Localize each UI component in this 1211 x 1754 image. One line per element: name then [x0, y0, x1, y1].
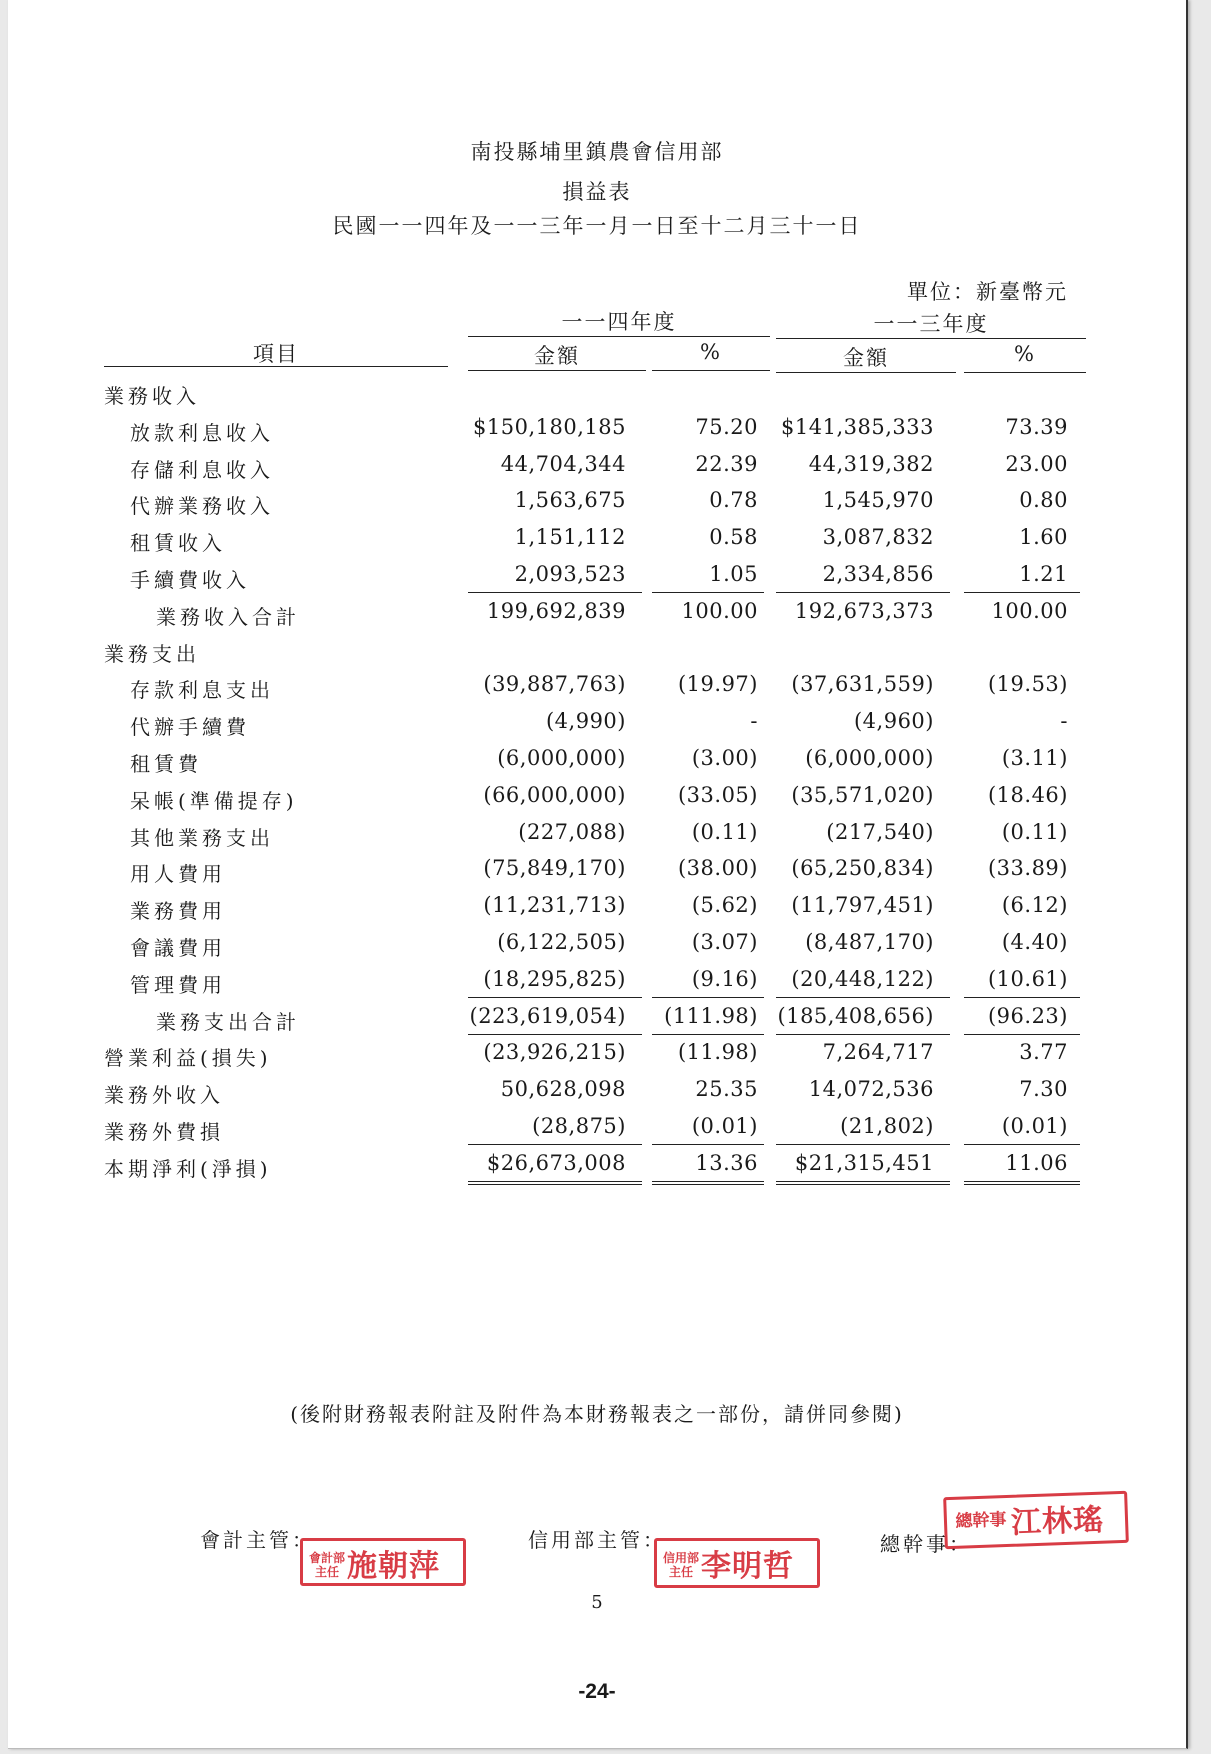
pct-header-114-rule [652, 370, 770, 371]
amount-cell-113: (6,000,000) [805, 746, 934, 770]
percent-cell-114: - [750, 709, 758, 733]
percent-cell-113: (96.23) [964, 1004, 1080, 1035]
percent-cell-114: (38.00) [677, 856, 758, 880]
amount-cell-114 [468, 378, 642, 408]
amount-cell-113: 2,334,856 [776, 562, 950, 593]
amount-cell-114: (6,122,505) [497, 930, 626, 954]
percent-cell-114: 13.36 [652, 1151, 764, 1185]
percent-cell-113: (4.40) [1001, 930, 1068, 954]
pct-header-114: % [700, 340, 722, 364]
row-label: 營業利益(損失) [104, 1046, 272, 1070]
amount-cell-113: 192,673,373 [794, 599, 934, 623]
percent-cell-113: 73.39 [1005, 415, 1068, 439]
amount-cell-113: (217,540) [826, 820, 934, 844]
amount-cell-114: 1,151,112 [514, 525, 626, 549]
percent-cell-114: (0.11) [691, 820, 758, 844]
row-label: 租賃費 [130, 752, 202, 776]
accounting-supervisor-label: 會計主管： [200, 1528, 315, 1552]
amount-cell-114: 199,692,839 [486, 599, 626, 623]
amount-cell-114: 50,628,098 [500, 1077, 626, 1101]
amount-cell-114: (11,231,713) [483, 893, 626, 917]
amount-cell-114: $26,673,008 [468, 1151, 642, 1185]
row-label: 代辦手續費 [130, 715, 250, 739]
percent-cell-114: (19.97) [677, 672, 758, 696]
amount-cell-114: (227,088) [518, 820, 626, 844]
footnote: (後附財務報表附註及附件為本財務報表之一部份，請併同參閱) [290, 1402, 904, 1426]
pct-header-113-rule [964, 372, 1086, 373]
percent-cell-114: (0.01) [652, 1114, 764, 1145]
percent-cell-113: 1.21 [964, 562, 1080, 593]
year-header-114: 一一四年度 [561, 310, 677, 334]
report-period: 民國一一四年及一一三年一月一日至十二月三十一日 [332, 214, 862, 238]
row-label: 業務外費損 [104, 1120, 224, 1144]
row-label: 手續費收入 [130, 568, 250, 592]
amount-cell-113: (20,448,122) [776, 967, 950, 998]
amount-header-114-rule [468, 370, 646, 371]
row-label: 用人費用 [130, 862, 226, 886]
percent-cell-114 [652, 636, 764, 666]
percent-cell-114 [652, 378, 764, 408]
amount-header-113-rule [776, 372, 956, 373]
amount-cell-114: (39,887,763) [483, 672, 626, 696]
amount-cell-114: 1,563,675 [514, 488, 626, 512]
row-label: 業務外收入 [104, 1083, 224, 1107]
percent-cell-113: (0.11) [1001, 820, 1068, 844]
amount-cell-114: (4,990) [545, 709, 626, 733]
percent-cell-113: (3.11) [1001, 746, 1068, 770]
row-label: 業務費用 [130, 899, 226, 923]
year-header-113: 一一三年度 [873, 312, 989, 336]
percent-cell-114: (111.98) [652, 1004, 764, 1035]
accounting-supervisor-stamp [300, 1538, 466, 1586]
amount-cell-114: 44,704,344 [500, 452, 626, 476]
general-manager-label: 總幹事： [880, 1532, 972, 1556]
percent-cell-114: 22.39 [695, 452, 758, 476]
accounting-stamp-name: 施朝萍 [347, 1549, 440, 1584]
amount-cell-113: 7,264,717 [822, 1040, 934, 1064]
amount-cell-114: (223,619,054) [468, 1004, 642, 1035]
percent-cell-114: 0.78 [709, 488, 758, 512]
report-title: 損益表 [562, 180, 632, 204]
percent-cell-113: (0.01) [964, 1114, 1080, 1145]
amount-cell-113: (35,571,020) [791, 783, 934, 807]
percent-cell-114: (33.05) [677, 783, 758, 807]
percent-cell-113: (19.53) [987, 672, 1068, 696]
row-label: 會議費用 [130, 936, 226, 960]
year-header-114-rule [468, 336, 770, 337]
organization-title: 南投縣埔里鎮農會信用部 [470, 140, 724, 164]
accounting-stamp-title: 會計部主任 [308, 1551, 345, 1579]
percent-cell-113: 23.00 [1005, 452, 1068, 476]
percent-cell-113 [964, 636, 1080, 666]
amount-cell-113: $141,385,333 [781, 415, 934, 439]
document-page [8, 0, 1188, 1749]
amount-header-114: 金額 [534, 344, 580, 368]
amount-cell-113: (37,631,559) [791, 672, 934, 696]
percent-cell-114: (3.07) [691, 930, 758, 954]
row-label: 業務支出合計 [156, 1010, 300, 1034]
percent-cell-114: 100.00 [681, 599, 758, 623]
percent-cell-113: 1.60 [1019, 525, 1068, 549]
amount-cell-113: (4,960) [853, 709, 934, 733]
pct-header-113: % [1014, 342, 1036, 366]
row-label: 業務收入合計 [156, 605, 300, 629]
amount-cell-114: (75,849,170) [483, 856, 626, 880]
amount-cell-113: (11,797,451) [791, 893, 934, 917]
folio-number: -24- [578, 1680, 616, 1703]
amount-cell-113: (185,408,656) [776, 1004, 950, 1035]
percent-cell-114: 25.35 [695, 1077, 758, 1101]
percent-cell-113: 100.00 [991, 599, 1068, 623]
general-stamp-title: 總幹事 [955, 1510, 1007, 1532]
percent-cell-113 [964, 378, 1080, 408]
percent-cell-113: (10.61) [964, 967, 1080, 998]
amount-cell-113: 14,072,536 [808, 1077, 934, 1101]
percent-cell-114: (11.98) [677, 1040, 758, 1064]
amount-cell-113: 1,545,970 [822, 488, 934, 512]
amount-cell-114: (28,875) [468, 1114, 642, 1145]
percent-cell-113: (18.46) [987, 783, 1068, 807]
amount-cell-113 [776, 378, 950, 408]
credit-supervisor-stamp [654, 1538, 820, 1588]
amount-cell-114: $150,180,185 [473, 415, 626, 439]
general-manager-stamp [943, 1491, 1129, 1549]
row-label: 業務收入 [104, 384, 200, 408]
row-label: 代辦業務收入 [130, 494, 274, 518]
amount-cell-113: 44,319,382 [808, 452, 934, 476]
item-column-rule [104, 366, 448, 367]
amount-header-113: 金額 [843, 346, 889, 370]
percent-cell-113: (33.89) [987, 856, 1068, 880]
page-number: 5 [591, 1592, 603, 1613]
row-label: 放款利息收入 [130, 421, 274, 445]
percent-cell-114: (5.62) [691, 893, 758, 917]
amount-cell-114: (18,295,825) [468, 967, 642, 998]
amount-cell-114: (66,000,000) [483, 783, 626, 807]
row-label: 管理費用 [130, 973, 226, 997]
amount-cell-113: (8,487,170) [805, 930, 934, 954]
percent-cell-113: 3.77 [1019, 1040, 1068, 1064]
amount-cell-114 [468, 636, 642, 666]
percent-cell-114: (3.00) [691, 746, 758, 770]
general-stamp-name: 江林瑤 [1010, 1502, 1105, 1541]
currency-unit: 單位：新臺幣元 [907, 280, 1068, 304]
amount-cell-113 [776, 636, 950, 666]
amount-cell-114: 2,093,523 [468, 562, 642, 593]
percent-cell-114: 75.20 [695, 415, 758, 439]
row-label: 其他業務支出 [130, 826, 274, 850]
credit-stamp-title: 信用部主任 [662, 1551, 699, 1579]
percent-cell-113: 11.06 [964, 1151, 1080, 1185]
amount-cell-113: $21,315,451 [776, 1151, 950, 1185]
amount-cell-114: (23,926,215) [483, 1040, 626, 1064]
percent-cell-113: - [1060, 709, 1068, 733]
credit-supervisor-label: 信用部主管： [528, 1528, 666, 1552]
amount-cell-113: (21,802) [776, 1114, 950, 1145]
item-column-header: 項目 [253, 342, 299, 366]
amount-cell-114: (6,000,000) [497, 746, 626, 770]
row-label: 本期淨利(淨損) [104, 1157, 272, 1181]
amount-cell-113: (65,250,834) [791, 856, 934, 880]
percent-cell-113: 7.30 [1019, 1077, 1068, 1101]
row-label: 呆帳(準備提存) [130, 789, 298, 813]
row-label: 業務支出 [104, 642, 200, 666]
amount-cell-113: 3,087,832 [822, 525, 934, 549]
percent-cell-114: 0.58 [709, 525, 758, 549]
percent-cell-113: 0.80 [1019, 488, 1068, 512]
year-header-113-rule [776, 338, 1086, 339]
credit-stamp-name: 李明哲 [701, 1549, 794, 1584]
row-label: 存儲利息收入 [130, 458, 274, 482]
percent-cell-114: 1.05 [652, 562, 764, 593]
row-label: 租賃收入 [130, 531, 226, 555]
percent-cell-114: (9.16) [652, 967, 764, 998]
percent-cell-113: (6.12) [1001, 893, 1068, 917]
row-label: 存款利息支出 [130, 678, 274, 702]
